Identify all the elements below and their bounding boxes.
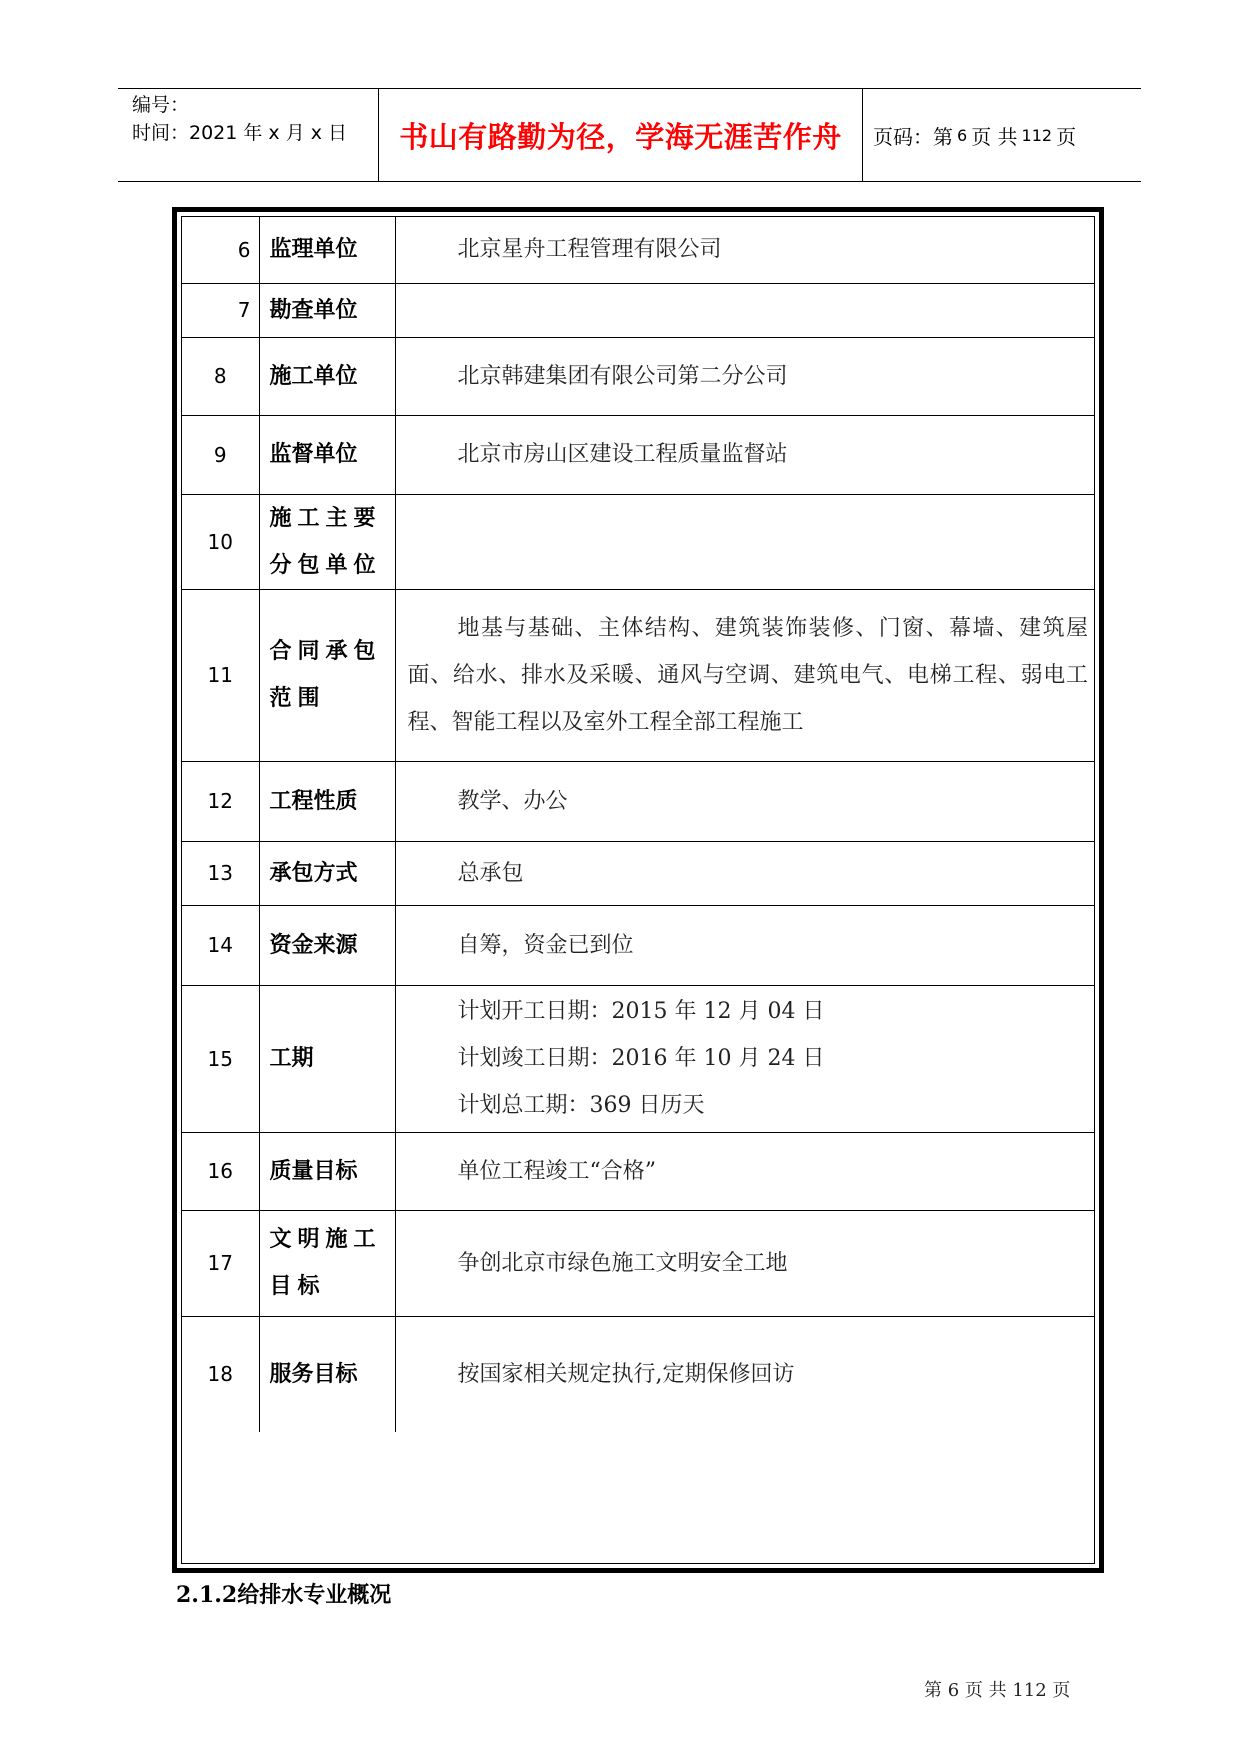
row-value-line: 争创北京市绿色施工文明安全工地: [457, 1250, 788, 1276]
row-number: 10: [182, 494, 259, 589]
row-value: [395, 1132, 1094, 1210]
row-value: [395, 283, 1094, 337]
row-number: 14: [182, 905, 259, 985]
row-value: [395, 217, 1094, 283]
row-label: 勘查单位: [259, 283, 395, 337]
table-row: [182, 415, 1094, 494]
page-header: [118, 88, 1141, 182]
table-row: [182, 217, 1094, 283]
row-number: 8: [182, 337, 259, 415]
row-label: 监理单位: [259, 217, 395, 283]
row-number: 12: [182, 761, 259, 841]
page-number: 6: [957, 125, 968, 145]
row-value-line: 计划竣工日期：2016 年 10 月 24 日: [457, 1046, 825, 1071]
table-row: [182, 494, 1094, 589]
table-row: [182, 337, 1094, 415]
row-value: [395, 841, 1094, 905]
row-label: 工程性质: [259, 761, 395, 841]
row-value: [395, 494, 1094, 589]
header-page-info: [873, 89, 1133, 181]
row-label: 资金来源: [259, 905, 395, 985]
row-number: 13: [182, 841, 259, 905]
row-value: [395, 1210, 1094, 1316]
row-value: [395, 761, 1094, 841]
row-number: 7: [182, 283, 259, 337]
table-row: [182, 589, 1094, 761]
row-number: 6: [182, 217, 259, 283]
page-mid: 页 共: [971, 124, 1018, 149]
row-value-line: 计划总工期：369 日历天: [457, 1093, 705, 1118]
section-title: 给排水专业概况: [237, 1583, 392, 1608]
row-number: 18: [182, 1316, 259, 1432]
row-label: 合同承包范围: [259, 589, 395, 761]
project-info-table: [182, 217, 1094, 1432]
row-label: 施工单位: [259, 337, 395, 415]
date-label: 时间：2021 年 x 月 x 日: [132, 122, 348, 144]
row-value: [395, 905, 1094, 985]
row-value-line: 北京市房山区建设工程质量监督站: [457, 442, 788, 467]
row-label: 文明施工目标: [259, 1210, 395, 1316]
table-row: [182, 283, 1094, 337]
row-value: [395, 589, 1094, 761]
serial-label: 编号：: [132, 94, 190, 116]
row-value-line: 按国家相关规定执行,定期保修回访: [457, 1361, 795, 1387]
row-label: 服务目标: [259, 1316, 395, 1432]
row-value-line: 北京韩建集团有限公司第二分公司: [457, 363, 788, 389]
table-row: [182, 905, 1094, 985]
row-number: 11: [182, 589, 259, 761]
row-label: 质量目标: [259, 1132, 395, 1210]
row-value-line: 教学、办公: [457, 788, 568, 814]
row-label: 工期: [259, 985, 395, 1132]
page-suffix: 页: [1056, 124, 1077, 149]
project-info-table-frame: [172, 207, 1104, 1573]
row-number: 15: [182, 985, 259, 1132]
row-label: 施工主要分包单位: [259, 494, 395, 589]
section-number: 2.1.2: [176, 1582, 238, 1608]
header-left: [132, 91, 382, 147]
row-number: 17: [182, 1210, 259, 1316]
table-row: [182, 841, 1094, 905]
row-number: 9: [182, 415, 259, 494]
table-row: [182, 985, 1094, 1132]
table-row: [182, 1316, 1094, 1432]
header-motto: 书山有路勤为径，学海无涯苦作舟: [378, 89, 863, 181]
row-value-line: 单位工程竣工“合格”: [457, 1158, 656, 1184]
row-value-line: 自筹，资金已到位: [457, 932, 634, 958]
row-value: [395, 337, 1094, 415]
row-value-line: 北京星舟工程管理有限公司: [457, 237, 722, 263]
row-value: [395, 1316, 1094, 1432]
row-value: [395, 415, 1094, 494]
page-footer: 第 6 页 共 112 页: [924, 1680, 1071, 1701]
row-label: 承包方式: [259, 841, 395, 905]
project-info-table-inner: [181, 216, 1095, 1564]
row-value-line: 总承包: [457, 860, 524, 886]
row-number: 16: [182, 1132, 259, 1210]
row-value: [395, 985, 1094, 1132]
row-value-line: 计划开工日期：2015 年 12 月 04 日: [457, 999, 825, 1024]
section-heading: [176, 1578, 391, 1609]
row-label: 监督单位: [259, 415, 395, 494]
table-row: [182, 1210, 1094, 1316]
row-value-line: 地基与基础、主体结构、建筑装饰装修、门窗、幕墙、建筑屋面、给水、排水及采暖、通风与空调、建筑电气、电梯工程、弱电工程、智能工程以及室外工程全部工程施工: [407, 615, 1088, 735]
page-prefix: 页码：第: [873, 124, 953, 149]
table-row: [182, 761, 1094, 841]
table-row: [182, 1132, 1094, 1210]
page-total: 112: [1021, 125, 1053, 145]
